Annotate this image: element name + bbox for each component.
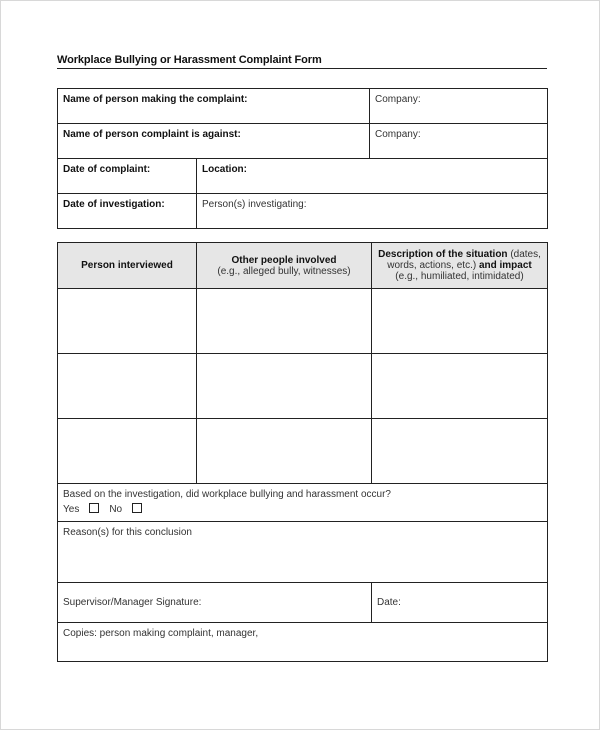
yes-label: Yes <box>63 504 80 515</box>
description-cell[interactable] <box>372 289 548 354</box>
complaint-info-table <box>57 88 548 229</box>
copies-row <box>58 623 548 662</box>
no-checkbox[interactable] <box>132 503 142 513</box>
signature-field[interactable]: Supervisor/Manager Signature: <box>58 583 372 623</box>
table-row <box>58 124 548 159</box>
conclusion-row <box>58 484 548 522</box>
date-of-investigation-field[interactable]: Date of investigation: <box>58 194 197 229</box>
complainant-name-field[interactable]: Name of person making the complaint: <box>58 89 370 124</box>
reasons-row <box>58 522 548 583</box>
respondent-company-field[interactable]: Company: <box>370 124 548 159</box>
header-row <box>58 243 548 289</box>
date-of-complaint-field[interactable]: Date of complaint: <box>58 159 197 194</box>
table-row <box>58 419 548 484</box>
copies-field[interactable]: Copies: person making complaint, manager, <box>58 623 548 662</box>
conclusion-question: Based on the investigation, did workplace bullying and harassment occur? <box>63 489 391 500</box>
title-rule <box>57 68 547 69</box>
form-title: Workplace Bullying or Harassment Complaint Form <box>57 54 322 66</box>
table-row <box>58 159 548 194</box>
person-cell[interactable] <box>58 289 197 354</box>
signature-row <box>58 583 548 623</box>
col-description: Description of the situation (dates, words, actions, etc.) and impact (e.g., humiliated, intimidated) <box>372 243 548 289</box>
table-row <box>58 354 548 419</box>
others-cell[interactable] <box>197 289 372 354</box>
yes-checkbox[interactable] <box>89 503 99 513</box>
location-field[interactable]: Location: <box>197 159 548 194</box>
no-label: No <box>109 504 123 515</box>
table-row <box>58 89 548 124</box>
description-cell[interactable] <box>372 354 548 419</box>
person-cell[interactable] <box>58 419 197 484</box>
col-person-interviewed: Person interviewed <box>58 243 197 289</box>
person-cell[interactable] <box>58 354 197 419</box>
others-cell[interactable] <box>197 354 372 419</box>
col-other-people: Other people involved (e.g., alleged bully, witnesses) <box>197 243 372 289</box>
investigators-field[interactable]: Person(s) investigating: <box>197 194 548 229</box>
conclusion-question-cell <box>58 484 548 522</box>
interview-table <box>57 242 548 662</box>
table-row <box>58 289 548 354</box>
respondent-name-field[interactable]: Name of person complaint is against: <box>58 124 370 159</box>
date-field[interactable]: Date: <box>372 583 548 623</box>
reasons-field[interactable]: Reason(s) for this conclusion <box>58 522 548 583</box>
table-row <box>58 194 548 229</box>
others-cell[interactable] <box>197 419 372 484</box>
complainant-company-field[interactable]: Company: <box>370 89 548 124</box>
description-cell[interactable] <box>372 419 548 484</box>
